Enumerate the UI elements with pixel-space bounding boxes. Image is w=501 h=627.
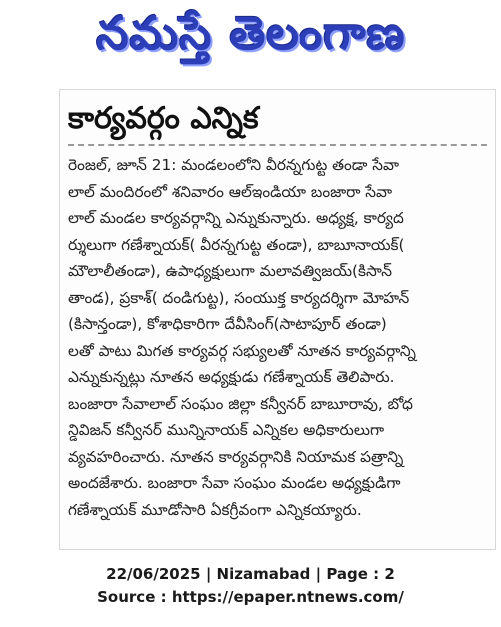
- article-line: గణేశ్నాయక్ మూడోసారి ఏకగ్రీవంగా ఎన్నికయ్యారు.: [68, 500, 362, 519]
- article-line: బంజారా సేవాలాల్ సంఘం జిల్లా కన్వీనర్ బాబూరావు, బోధ: [68, 394, 413, 413]
- article-line: అందజేశారు. బంజారా సేవా సంఘం మండల అధ్యక్షుడిగా: [68, 474, 401, 492]
- article-line: లాల్ మందిరంలో శనివారం ఆల్ఇండియా బంజారా సేవా: [68, 182, 393, 201]
- article-line: లతో పాటు మిగత కార్యవర్గ సభ్యులతో నూతన కార్యవర్గాన్ని: [68, 341, 416, 360]
- headline-divider: [68, 144, 487, 146]
- article-line: తాండ), ప్రకాశ్( దండిగుట్ట), సంయుక్త కార్యదర్శిగా మోహన్: [68, 288, 410, 307]
- article-line: వ్యవహరించారు. నూతన కార్యవర్గానికి నియామక పత్రాన్ని: [68, 447, 404, 466]
- article-clipping: [59, 89, 496, 550]
- article-line: లాల్ మండల కార్యవర్గాన్ని ఎన్నుకున్నారు. అధ్యక్ష, కార్యద: [68, 209, 404, 227]
- newspaper-masthead: నమస్తే తెలంగాణ: [96, 6, 406, 60]
- article-line: మౌలాలీతండా), ఉపాధ్యక్షులుగా మలావత్విజయ్(కిసాన్: [68, 262, 392, 280]
- article-line: న్డివిజన్ కన్వీనర్ మున్నినాయక్ ఎన్నికల అధికారులుగా: [68, 421, 385, 439]
- article-line: రెంజల్, జూన్ 21: మండలంలోని వీరన్నగుట్ట తండా సేవా: [68, 156, 400, 174]
- edition-info: 22/06/2025 | Nizamabad | Page : 2: [106, 565, 395, 583]
- article-headline: కార్యవర్గం ఎన్నిక: [68, 101, 259, 136]
- article-line: ర్శులుగా గణేశ్నాయక్( వీరన్నగుట్ట తండా), బాబూనాయక్(: [68, 235, 405, 254]
- article-body: [68, 152, 488, 544]
- source-link[interactable]: Source : https://epaper.ntnews.com/: [97, 588, 404, 606]
- article-line: ఎన్నుకున్నట్లు నూతన అధ్యక్షుడు గణేశ్నాయక్ తెలిపారు.: [68, 368, 395, 386]
- article-line: (కిసాన్తండా), కోశాధికారిగా దేవీసింగ్(సాటాపూర్ తండా): [68, 315, 387, 333]
